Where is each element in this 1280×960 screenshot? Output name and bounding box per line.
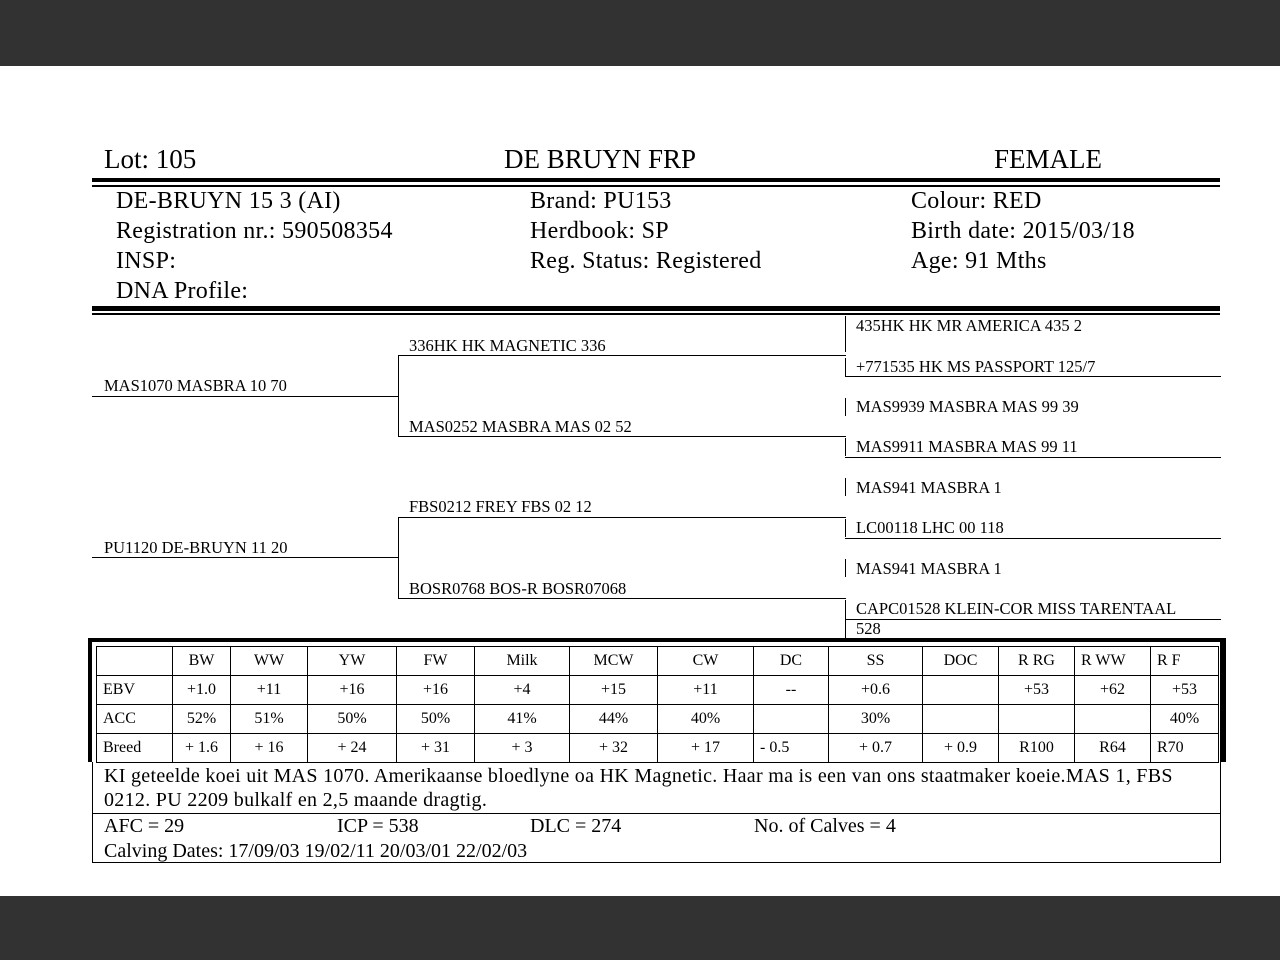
afc-value: AFC = 29 — [104, 815, 185, 837]
breed-row — [97, 734, 1219, 763]
ebv-header-row — [97, 647, 1219, 676]
insp-field: INSP: — [116, 248, 177, 274]
pedigree-dam-dam: BOSR0768 BOS-R BOSR07068 — [409, 579, 627, 598]
breed-cell: + 32 — [570, 734, 658, 763]
acc-cell — [754, 705, 829, 734]
ebv-row-label: EBV — [97, 676, 173, 705]
breed-cell: - 0.5 — [754, 734, 829, 763]
acc-row — [97, 705, 1219, 734]
pedigree-line — [398, 598, 846, 599]
info-rule-thick — [92, 306, 1220, 311]
ebv-header-cell: R WW — [1075, 647, 1151, 676]
ebv-header-cell: Milk — [475, 647, 570, 676]
pedigree-line — [92, 557, 398, 558]
acc-cell: 30% — [829, 705, 923, 734]
ebv-header-cell: SS — [829, 647, 923, 676]
breed-cell: + 1.6 — [173, 734, 231, 763]
breed-cell: + 0.9 — [923, 734, 999, 763]
acc-cell: 51% — [231, 705, 308, 734]
ebv-header-cell: BW — [173, 647, 231, 676]
acc-cell: 40% — [658, 705, 754, 734]
acc-cell: 41% — [475, 705, 570, 734]
reg-status-field: Reg. Status: Registered — [530, 248, 762, 274]
pedigree-ggp: LC00118 LHC 00 118 — [856, 518, 1004, 537]
acc-cell: 40% — [1151, 705, 1219, 734]
registration-number: Registration nr.: 590508354 — [116, 218, 393, 244]
pedigree-dam-sire: FBS0212 FREY FBS 02 12 — [409, 497, 592, 516]
ebv-cell: +4 — [475, 676, 570, 705]
bottom-letterbox-bar — [0, 896, 1280, 960]
pedigree-dam: PU1120 DE-BRUYN 11 20 — [104, 538, 288, 557]
breed-cell: + 24 — [308, 734, 397, 763]
pedigree-line — [398, 517, 399, 599]
ebv-cell: -- — [754, 676, 829, 705]
pedigree-line — [845, 316, 846, 352]
ebv-header-cell: R RG — [999, 647, 1075, 676]
ebv-header-cell: DC — [754, 647, 829, 676]
breed-cell: R64 — [1075, 734, 1151, 763]
dna-profile-field: DNA Profile: — [116, 278, 249, 304]
ebv-header-cell: WW — [231, 647, 308, 676]
age-field: Age: 91 Mths — [911, 248, 1047, 274]
ebv-box-right — [1220, 638, 1226, 762]
ebv-table — [96, 646, 1219, 763]
top-letterbox-bar — [0, 0, 1280, 66]
ebv-cell — [923, 676, 999, 705]
ebv-cell: +53 — [999, 676, 1075, 705]
breed-cell: + 0.7 — [829, 734, 923, 763]
pedigree-line — [398, 355, 399, 437]
ebv-box-top — [88, 638, 1226, 642]
pedigree-ggp: 435HK HK MR AMERICA 435 2 — [856, 316, 1082, 335]
ebv-row — [97, 676, 1219, 705]
breed-cell: R100 — [999, 734, 1075, 763]
acc-cell: 52% — [173, 705, 231, 734]
ebv-cell: +16 — [397, 676, 475, 705]
acc-row-label: ACC — [97, 705, 173, 734]
pedigree-ggp: MAS941 MASBRA 1 — [856, 559, 1002, 578]
ebv-cell: +16 — [308, 676, 397, 705]
ebv-header-cell: FW — [397, 647, 475, 676]
ebv-header-cell: R F — [1151, 647, 1219, 676]
pedigree-line — [845, 538, 1221, 539]
pedigree-line — [398, 436, 846, 437]
birth-date-field: Birth date: 2015/03/18 — [911, 218, 1135, 244]
acc-cell: 44% — [570, 705, 658, 734]
pedigree-line — [845, 519, 846, 537]
ebv-cell: +62 — [1075, 676, 1151, 705]
acc-cell: 50% — [397, 705, 475, 734]
pedigree-ggp: MAS9911 MASBRA MAS 99 11 — [856, 437, 1078, 456]
pedigree-ggp: CAPC01528 KLEIN-COR MISS TARENTAAL — [856, 599, 1177, 618]
pedigree-line — [845, 478, 846, 496]
dlc-value: DLC = 274 — [530, 815, 622, 837]
breeder-comment: KI geteelde koei uit MAS 1070. Amerikaanse bloedlyne oa HK Magnetic. Haar ma is een van ons staatmaker koeie.MAS 1, FBS 0212. PU 2209 bulkalf en 2,5 maande dragtig. — [104, 765, 1173, 811]
breed-cell: + 31 — [397, 734, 475, 763]
pedigree-ggp: 528 — [856, 619, 881, 638]
ebv-cell: +0.6 — [829, 676, 923, 705]
ebv-cell: +53 — [1151, 676, 1219, 705]
ebv-header-cell: YW — [308, 647, 397, 676]
pedigree-sire: MAS1070 MASBRA 10 70 — [104, 376, 287, 395]
ebv-header-cell — [97, 647, 173, 676]
pedigree-sire-sire: 336HK HK MAGNETIC 336 — [409, 336, 606, 355]
pedigree-ggp: MAS941 MASBRA 1 — [856, 478, 1002, 497]
ebv-cell: +15 — [570, 676, 658, 705]
acc-cell — [999, 705, 1075, 734]
ebv-cell: +11 — [658, 676, 754, 705]
breed-row-label: Breed — [97, 734, 173, 763]
herdbook-field: Herdbook: SP — [530, 218, 669, 244]
pedigree-line — [398, 355, 846, 356]
pedigree-ggp: MAS9939 MASBRA MAS 99 39 — [856, 397, 1079, 416]
pedigree-sire-dam: MAS0252 MASBRA MAS 02 52 — [409, 417, 632, 436]
header-rule-thin — [92, 185, 1220, 187]
sex-label: FEMALE — [994, 144, 1102, 174]
breed-cell: + 3 — [475, 734, 570, 763]
pedigree-ggp: +771535 HK MS PASSPORT 125/7 — [856, 357, 1096, 376]
calving-dates: Calving Dates: 17/09/03 19/02/11 20/03/01 22/02/03 — [104, 840, 528, 862]
animal-name: DE-BRUYN 15 3 (AI) — [116, 188, 341, 214]
acc-cell: 50% — [308, 705, 397, 734]
lot-number: Lot: 105 — [104, 144, 197, 174]
header-rule-thick — [92, 178, 1220, 182]
pedigree-line — [845, 438, 846, 456]
info-rule-thin — [92, 313, 1220, 315]
icp-value: ICP = 538 — [337, 815, 419, 837]
colour-field: Colour: RED — [911, 188, 1042, 214]
breeder-name: DE BRUYN FRP — [504, 144, 697, 174]
breed-cell: + 17 — [658, 734, 754, 763]
pedigree-line — [845, 398, 846, 416]
ebv-header-cell: CW — [658, 647, 754, 676]
ebv-cell: +1.0 — [173, 676, 231, 705]
pedigree-line — [845, 619, 1221, 620]
pedigree-line — [92, 396, 398, 397]
pedigree-line — [845, 358, 846, 376]
pedigree-line — [845, 457, 1221, 458]
notes-divider — [92, 813, 1221, 814]
acc-cell — [1075, 705, 1151, 734]
pedigree-line — [398, 517, 846, 518]
calves-count: No. of Calves = 4 — [754, 815, 896, 837]
breed-cell: + 16 — [231, 734, 308, 763]
brand-field: Brand: PU153 — [530, 188, 672, 214]
pedigree-line — [845, 559, 846, 577]
ebv-cell: +11 — [231, 676, 308, 705]
ebv-header-cell: DOC — [923, 647, 999, 676]
ebv-box-left — [88, 638, 92, 762]
ebv-header-cell: MCW — [570, 647, 658, 676]
acc-cell — [923, 705, 999, 734]
breed-cell: R70 — [1151, 734, 1219, 763]
